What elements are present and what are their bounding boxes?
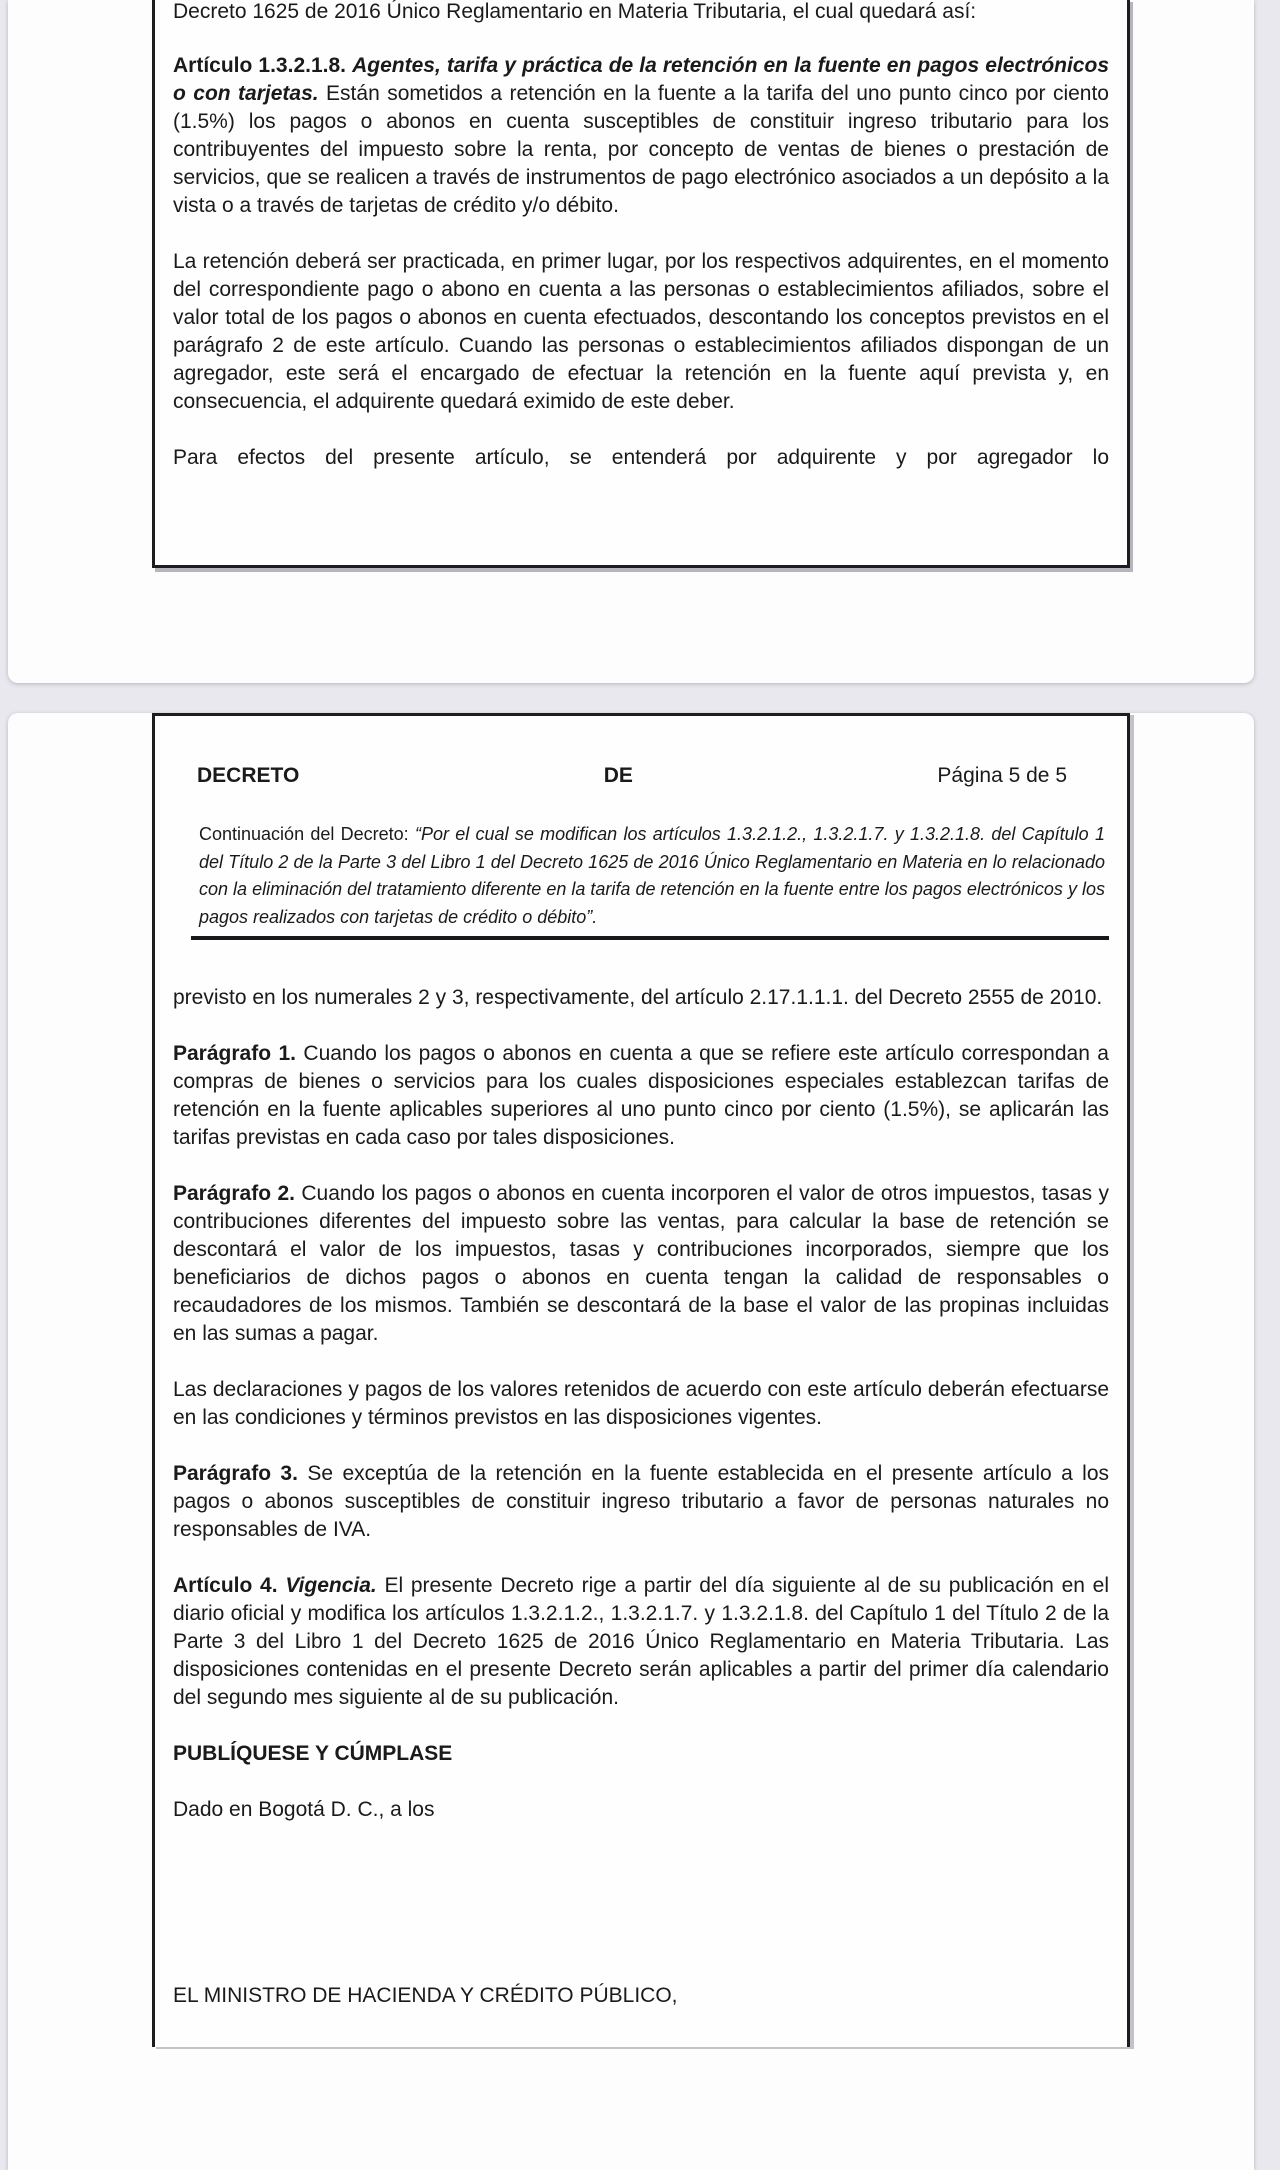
header-divider-rule (191, 936, 1109, 940)
retencion-paragraph: La retención deberá ser practicada, en primer lugar, por los respectivos adquirentes, en el momento del correspondiente pago o abono en cuenta a las personas o establecimientos afiliados, sobre el valor total de los pagos o abonos en cuenta efectuados, descontando los conceptos previstos en el parágrafo 2 de este artículo. Cuando las personas o establecimientos afiliados dispongan de un agregador, este será el encargado de efectuar la retención en la fuente aquí prevista y, en consecuencia, el adquirente quedará eximido de este deber. (173, 250, 1109, 413)
paragrafo-3-label: Parágrafo 3. (173, 1462, 298, 1485)
header-decreto-label: DECRETO (197, 764, 300, 787)
header-page-number: Página 5 de 5 (937, 764, 1067, 787)
paragrafo-1-label: Parágrafo 1. (173, 1042, 296, 1065)
decree-frame-page-1 (152, 0, 1130, 568)
decree-frame-page-2 (152, 713, 1130, 2047)
article-1-3-2-1-8-paragraph (173, 52, 1109, 220)
paragrafo-2-label: Parágrafo 2. (173, 1182, 295, 1205)
paragrafo-3-text: Se exceptúa de la retención en la fuente establecida en el presente artículo a los pagos o abonos susceptibles de constituir ingreso tributario a favor de personas naturales no responsables de IVA. (173, 1462, 1110, 1541)
paragrafo-2-text: Cuando los pagos o abonos en cuenta incorporen el valor de otros impuestos, tasas y contribuciones diferentes del impuesto sobre las ventas, para calcular la base de retención se descontará el valor de los impuestos, tasas y contribuciones incorporados, siempre que los beneficiarios de dichos pagos o abonos en cuenta tengan la calidad de responsables o recaudadores de los mismos. También se descontará de la base el valor de las propinas incluidas en las sumas a pagar. (173, 1182, 1109, 1345)
article-1-3-2-1-8-title: Agentes, tarifa y práctica de la retención en la fuente en pagos electrónicos o con tarjetas. (173, 54, 1109, 105)
paragrafo-1-text: Cuando los pagos o abonos en cuenta a que se refiere este artículo correspondan a compras de bienes o servicios para los cuales disposiciones especiales establezcan tarifas de retención en la fuente aplicables superiores al uno punto cinco por ciento (1.5%), se aplicarán las tarifas previstas en cada caso por tales disposiciones. (173, 1042, 1109, 1149)
publiquese-heading: PUBLÍQUESE Y CÚMPLASE (173, 1742, 453, 1765)
articulo-4-label: Artículo 4. (173, 1574, 278, 1597)
paragrafo-1 (173, 1040, 1109, 1152)
continuation-note-label: Continuación del Decreto: (199, 824, 409, 844)
dado-line: Dado en Bogotá D. C., a los (173, 1798, 435, 1821)
articulo-4-title: Vigencia. (285, 1574, 377, 1597)
header-de-label: DE (603, 764, 633, 787)
paragrafo-2 (173, 1180, 1109, 1348)
article-1-3-2-1-8-label: Artículo 1.3.2.1.8. (173, 54, 346, 77)
continuation-note (199, 821, 1105, 931)
articulo-4-text: El presente Decreto rige a partir del día siguiente al de su publicación en el diario oficial y modifica los artículos 1.3.2.1.2., 1.3.2.1.7. y 1.3.2.1.8. del Capítulo 1 del Título 2 de la Parte 3 del Libro 1 del Decreto 1625 de 2016 Único Reglamentario en Materia Tributaria. Las disposiciones contenidas en el presente Decreto serán aplicables a partir del primer día calendario del segundo mes siguiente al de su publicación. (173, 1574, 1110, 1709)
document-page-2 (8, 713, 1254, 2170)
ministro-signature-line: EL MINISTRO DE HACIENDA Y CRÉDITO PÚBLICO, (173, 1984, 678, 2007)
page-header (173, 762, 1109, 790)
declaraciones-paragraph: Las declaraciones y pagos de los valores retenidos de acuerdo con este artículo deberán efectuarse en las condiciones y términos previstos en las disposiciones vigentes. (173, 1378, 1109, 1429)
continuation-note-quote: “Por el cual se modifican los artículos 1.3.2.1.2., 1.3.2.1.7. y 1.3.2.1.8. del Capítulo 1 del Título 2 de la Parte 3 del Libro 1 del Decreto 1625 de 2016 Único Reglamentario en Materia en lo relacionado con la eliminación del tratamiento diferente en la tarifa de retención en la fuente entre los pagos electrónicos y los pagos realizados con tarjetas de crédito o débito”. (199, 824, 1105, 927)
previsto-paragraph: previsto en los numerales 2 y 3, respectivamente, del artículo 2.17.1.1.1. del Decreto 2555 de 2010. (173, 986, 1103, 1009)
paragrafo-3 (173, 1460, 1109, 1544)
intro-line: Decreto 1625 de 2016 Único Reglamentario en Materia Tributaria, el cual quedará así: (173, 0, 977, 23)
document-page-1 (8, 0, 1254, 683)
articulo-4-paragraph (173, 1572, 1109, 1712)
article-1-3-2-1-8-body: Están sometidos a retención en la fuente a la tarifa del uno punto cinco por ciento (1.5%) los pagos o abonos en cuenta susceptibles de constituir ingreso tributario para los contribuyentes del impuesto sobre la renta, por concepto de ventas de bienes o prestación de servicios, que se realicen a través de instrumentos de pago electrónico asociados a un depósito a la vista o a través de tarjetas de crédito y/o débito. (173, 82, 1109, 217)
para-efectos-paragraph: Para efectos del presente artículo, se entenderá por adquirente y por agregador lo (173, 446, 1109, 469)
